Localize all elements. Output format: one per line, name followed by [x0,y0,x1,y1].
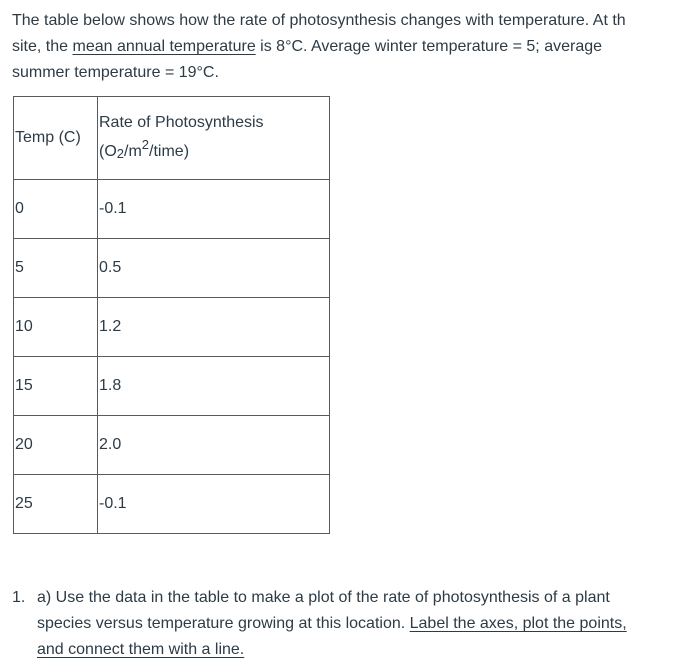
intro-line-1: The table below shows how the rate of photosynthesis changes with temperature. At th [12,12,626,29]
intro-line-2-pre: site, the [12,38,73,55]
temp-cell: 25 [14,475,98,534]
table-row [14,298,330,357]
temp-cell: 5 [14,239,98,298]
temp-cell: 10 [14,298,98,357]
rate-cell: -0.1 [98,475,330,534]
question-line-3: and connect them with a line. [37,641,245,658]
table-row [14,416,330,475]
mean-annual-temperature-link[interactable]: mean annual temperature [72,38,256,55]
units-o: (O [99,142,117,160]
rate-cell: 1.8 [98,357,330,416]
units-sub-2: 2 [116,145,125,161]
table-row [14,239,330,298]
units-sup-2: 2 [141,136,150,152]
question-line-2-pre: species versus temperature growing at this location. [37,615,410,632]
table-header-row [14,97,330,180]
temp-cell: 15 [14,357,98,416]
question-number: 1. [12,589,26,606]
header-rate-line1: Rate of Photosynthesis [99,113,264,131]
header-temp: Temp (C) [14,97,98,180]
units-m: /m [124,142,142,160]
temp-cell: 20 [14,416,98,475]
question-body [37,585,627,663]
header-rate [98,97,330,180]
rate-cell: 1.2 [98,298,330,357]
rate-cell: 2.0 [98,416,330,475]
question-instruction-underlined: Label the axes, plot the points, [409,615,627,632]
table-row [14,357,330,416]
rate-cell: 0.5 [98,239,330,298]
header-rate-units [99,136,190,161]
document-page [12,0,694,658]
intro-line-2-post: is 8°C. Average winter temperature = 5; average [255,38,603,55]
intro-line-2 [12,34,694,60]
table-row [14,475,330,534]
table-row [14,180,330,239]
question-line-1: a) Use the data in the table to make a plot of the rate of photosynthesis of a plant [37,589,610,606]
intro-paragraph [12,0,694,86]
units-time: /time) [149,142,190,160]
intro-line-3: summer temperature = 19°C. [12,64,219,81]
temp-cell: 0 [14,180,98,239]
question-line-2 [37,611,627,637]
photosynthesis-table [13,96,330,534]
rate-cell: -0.1 [98,180,330,239]
